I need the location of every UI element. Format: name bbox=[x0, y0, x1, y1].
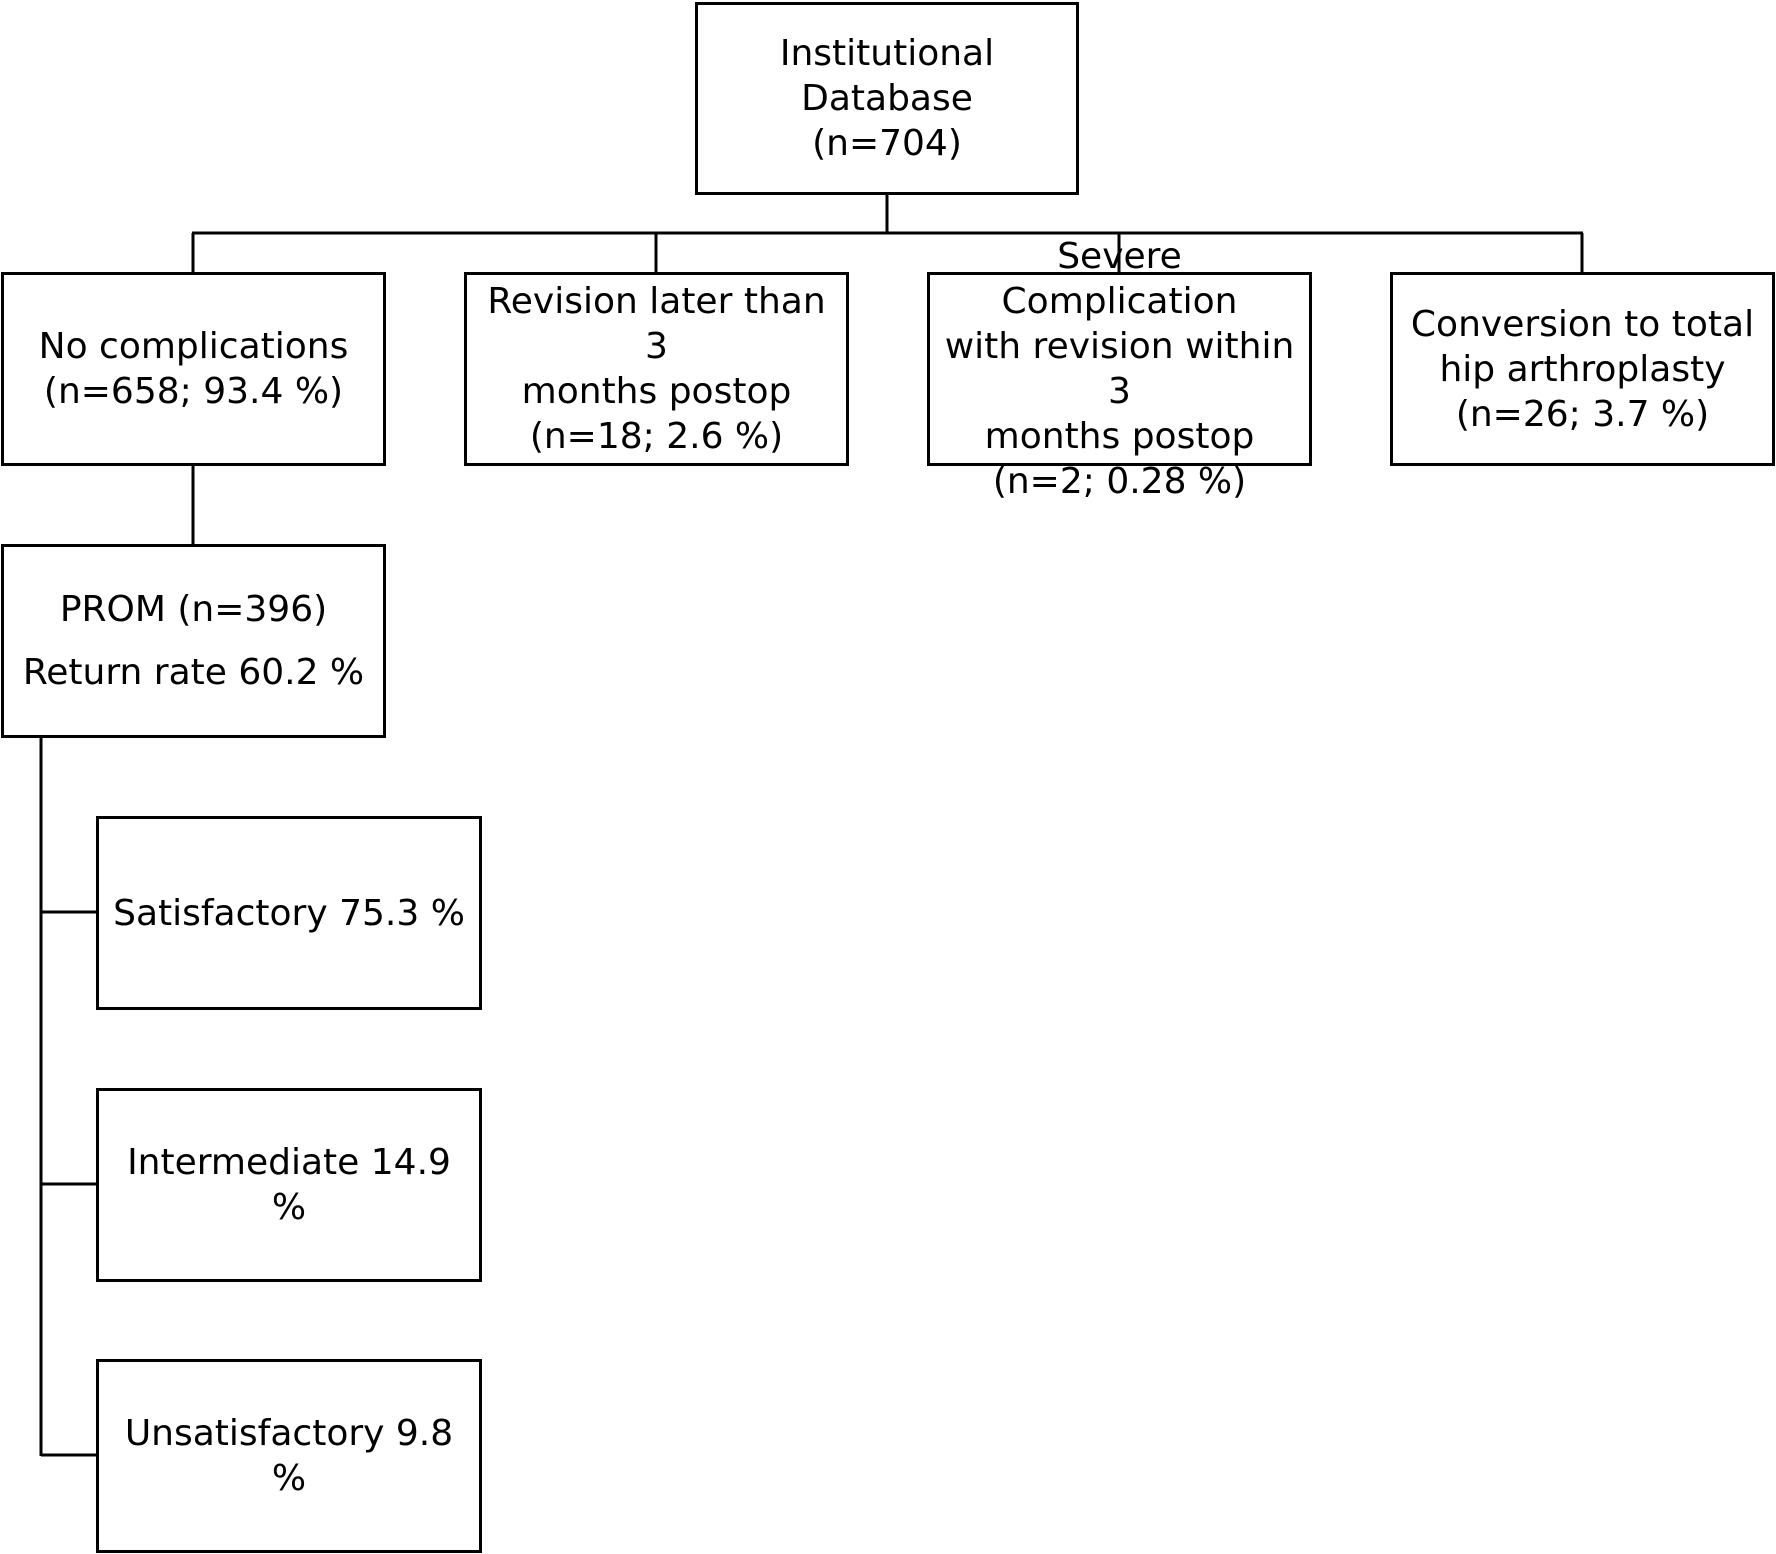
late-revision-count: (n=18; 2.6 %) bbox=[529, 416, 784, 457]
satisfactory-label: Satisfactory 75.3 % bbox=[113, 892, 465, 934]
intermediate-box bbox=[96, 1088, 482, 1282]
severe-complication-count: (n=2; 0.28 %) bbox=[992, 461, 1247, 502]
unsatisfactory-label: Unsatisfactory 9.8 % bbox=[124, 1413, 454, 1499]
late-revision-label-line2: months postop bbox=[521, 371, 792, 412]
no-complications-box bbox=[1, 272, 386, 466]
prom-return-rate: Return rate 60.2 % bbox=[22, 652, 365, 693]
prom-count: PROM (n=396) bbox=[59, 589, 328, 630]
severe-complication-label-line3: months postop bbox=[984, 416, 1255, 457]
conversion-tha-box bbox=[1390, 272, 1775, 466]
late-revision-label-line1: Revision later than 3 bbox=[487, 281, 826, 367]
conversion-label-line1: Conversion to total bbox=[1410, 303, 1755, 345]
no-complications-label: No complications bbox=[38, 326, 349, 367]
unsatisfactory-box bbox=[96, 1359, 482, 1553]
institutional-database-box bbox=[695, 2, 1079, 195]
late-revision-box bbox=[464, 272, 849, 466]
satisfactory-box bbox=[96, 816, 482, 1010]
severe-complication-label-line2: with revision within 3 bbox=[944, 326, 1295, 412]
prom-box bbox=[1, 544, 386, 738]
root-label: Institutional Database bbox=[779, 33, 995, 119]
no-complications-count: (n=658; 93.4 %) bbox=[43, 371, 344, 412]
severe-complication-label-line1: Severe Complication bbox=[1001, 236, 1238, 322]
intermediate-label: Intermediate 14.9 % bbox=[127, 1142, 451, 1228]
root-count: (n=704) bbox=[812, 123, 962, 164]
conversion-label-line2: hip arthroplasty bbox=[1439, 348, 1726, 390]
conversion-count: (n=26; 3.7 %) bbox=[1455, 393, 1710, 435]
severe-complication-box bbox=[927, 236, 1312, 502]
